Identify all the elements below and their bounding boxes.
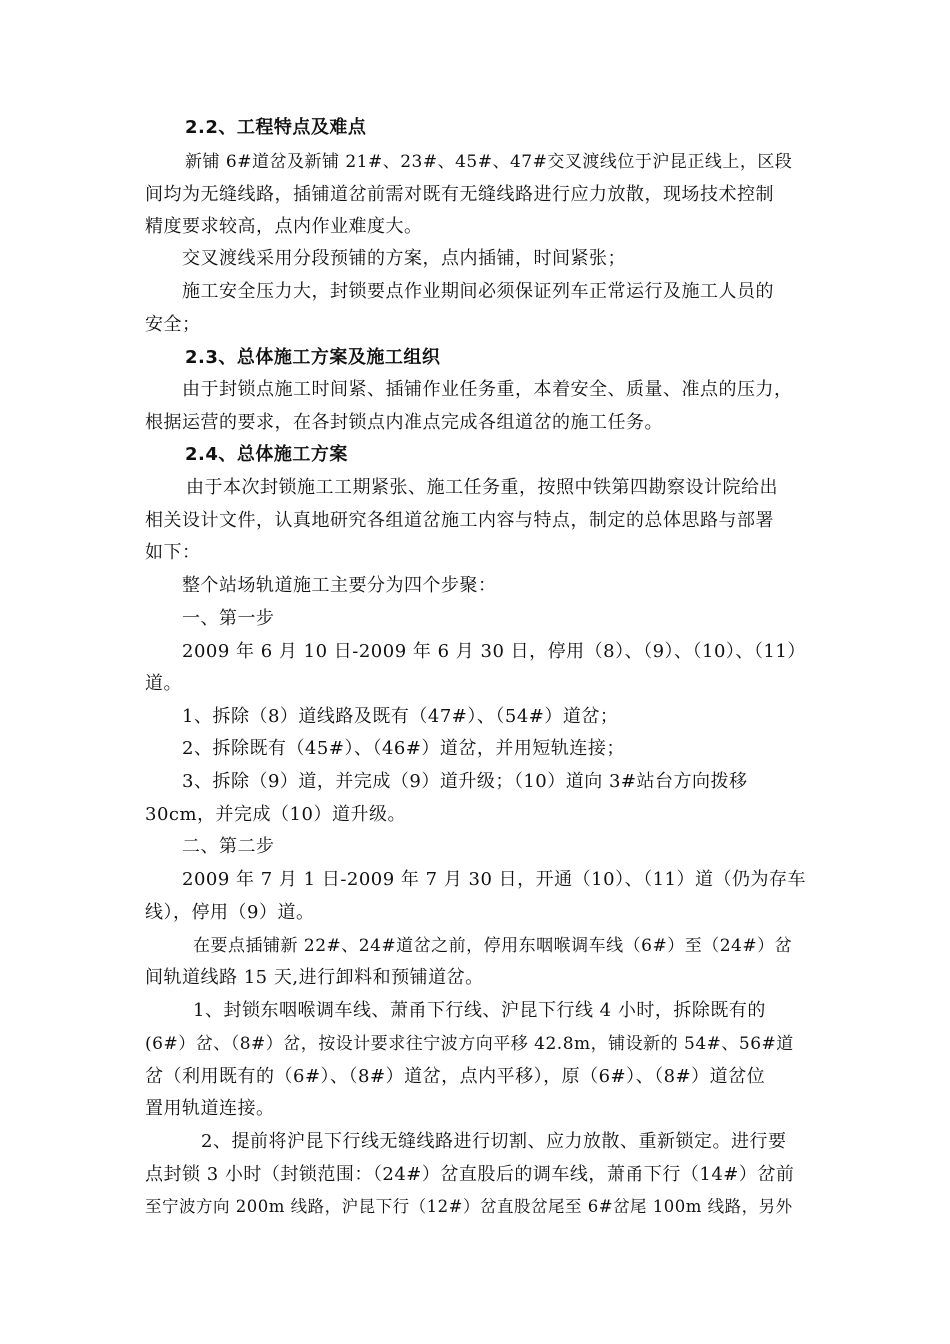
paragraph-line: 点封锁 3 小时（封锁范围：（24#）岔直股后的调车线，萧甬下行（14#）岔前 — [145, 1164, 795, 1185]
paragraph-line: 线），停用（9）道。 — [145, 902, 315, 923]
paragraph-line: 2009 年 6 月 10 日-2009 年 6 月 30 日，停用（8）、（9）、（10）、（11） — [182, 641, 806, 662]
paragraph-line: 精度要求较高，点内作业难度大。 — [145, 216, 423, 237]
paragraph-line: 30cm，并完成（10）道升级。 — [145, 804, 406, 825]
paragraph-line: 置用轨道连接。 — [145, 1098, 275, 1119]
paragraph-line: 如下： — [145, 542, 201, 563]
paragraph-line: 安全； — [145, 314, 201, 335]
paragraph-line: 在要点插铺新 22#、24#道岔之前，停用东咽喉调车线（6#）至（24#）岔 — [193, 936, 793, 956]
list-item: 3、拆除（9）道，并完成（9）道升级；（10）道向 3#站台方向拨移 — [182, 771, 748, 792]
list-item: 1、封锁东咽喉调车线、萧甬下行线、沪昆下行线 4 小时，拆除既有的 — [193, 1000, 766, 1021]
paragraph-line: (6#）岔、（8#）岔，按设计要求往宁波方向平移 42.8m，铺设新的 54#、56#道 — [145, 1034, 794, 1054]
heading-2-3: 2.3、总体施工方案及施工组织 — [185, 347, 441, 368]
paragraph-line: 间轨道线路 15 天,进行卸料和预铺道岔。 — [145, 967, 484, 988]
paragraph-line: 2009 年 7 月 1 日-2009 年 7 月 30 日，开通（10）、（11）道（仍为存车 — [182, 869, 806, 890]
paragraph-line: 至宁波方向 200m 线路，沪昆下行（12#）岔直股岔尾至 6#岔尾 100m 线路，另外 — [145, 1197, 793, 1216]
heading-2-4: 2.4、总体施工方案 — [185, 444, 348, 465]
paragraph-line: 交叉渡线采用分段预铺的方案，点内插铺，时间紧张； — [182, 248, 626, 269]
paragraph-line: 施工安全压力大，封锁要点作业期间必须保证列车正常运行及施工人员的 — [182, 281, 774, 302]
paragraph-line: 新铺 6#道岔及新铺 21#、23#、45#、47#交叉渡线位于沪昆正线上，区段 — [185, 152, 793, 172]
paragraph-line: 道。 — [145, 673, 182, 694]
list-item: 2、拆除既有（45#）、（46#）道岔，并用短轨连接； — [182, 738, 625, 759]
list-item: 1、拆除（8）道线路及既有（47#）、（54#）道岔； — [182, 706, 619, 727]
paragraph-line: 相关设计文件，认真地研究各组道岔施工内容与特点，制定的总体思路与部署 — [145, 510, 774, 531]
paragraph-line: 整个站场轨道施工主要分为四个步聚： — [182, 575, 497, 596]
step-heading: 一、第一步 — [182, 608, 275, 629]
paragraph-line: 由于封锁点施工时间紧、插铺作业任务重，本着安全、质量、准点的压力， — [182, 379, 793, 400]
paragraph-line: 间均为无缝线路，插铺道岔前需对既有无缝线路进行应力放散，现场技术控制 — [145, 184, 774, 205]
step-heading: 二、第二步 — [182, 836, 275, 857]
paragraph-line: 由于本次封锁施工工期紧张、施工任务重，按照中铁第四勘察设计院给出 — [186, 477, 778, 498]
list-item: 2、提前将沪昆下行线无缝线路进行切割、应力放散、重新锁定。进行要 — [201, 1131, 787, 1152]
heading-2-2: 2.2、工程特点及难点 — [185, 117, 367, 138]
paragraph-line: 根据运营的要求，在各封锁点内准点完成各组道岔的施工任务。 — [145, 412, 663, 433]
paragraph-line: 岔（利用既有的（6#）、（8#）道岔，点内平移），原（6#）、（8#）道岔位 — [145, 1066, 766, 1087]
